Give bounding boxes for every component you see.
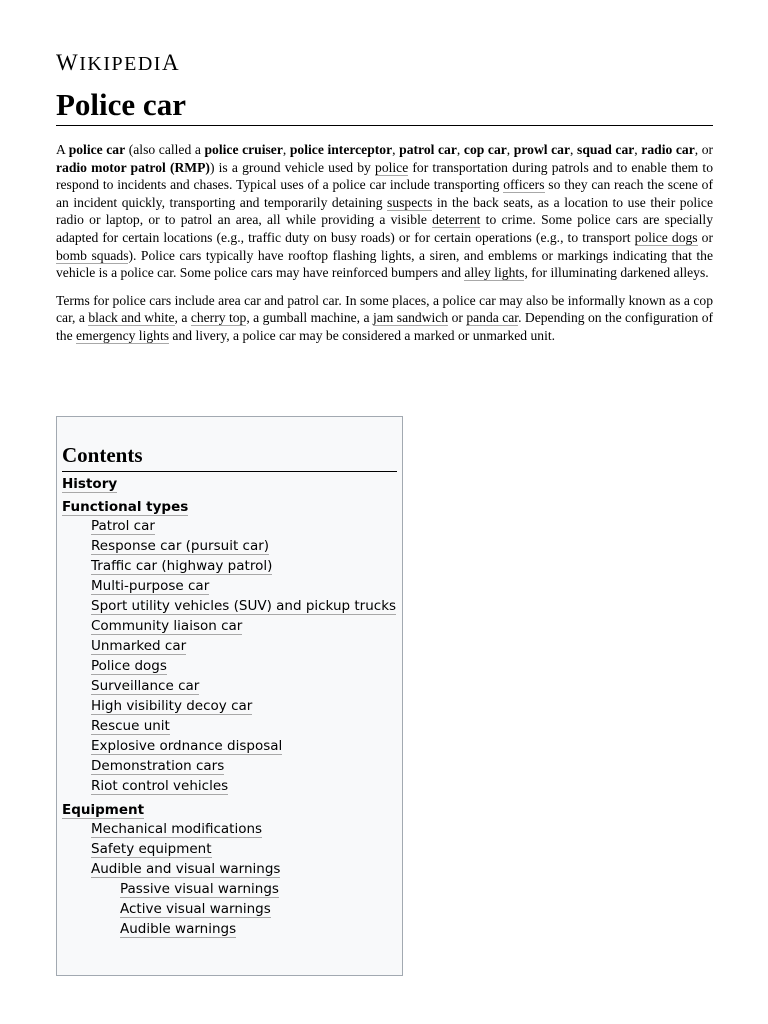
bold-term-patrol-car: patrol car <box>399 142 457 157</box>
toc-item-passive-visual-warnings[interactable] <box>62 879 397 899</box>
toc-item-surveillance-car[interactable] <box>62 676 397 696</box>
toc-item-label: Active visual warnings <box>120 901 271 917</box>
bold-term-police-car: police car <box>68 142 126 157</box>
toc-item-label: Community liaison car <box>91 618 243 634</box>
text-run: , a gumball machine, a <box>246 310 373 326</box>
toc-item-demonstration-cars[interactable] <box>62 756 397 776</box>
bold-term-prowl-car: prowl car <box>513 142 571 157</box>
toc-item-label: Response car (pursuit car) <box>91 538 270 554</box>
toc-item-label: Patrol car <box>91 518 155 534</box>
toc-item-label: Sport utility vehicles (SUV) and pickup trucks <box>91 598 397 614</box>
text-run: , or <box>694 142 714 157</box>
toc-item-label: Audible warnings <box>120 921 237 937</box>
link-police[interactable]: police <box>375 159 409 175</box>
toc-item-safety-equipment[interactable] <box>62 839 397 859</box>
text-run: (also called a <box>125 142 205 157</box>
link-suspects[interactable]: suspects <box>387 194 433 210</box>
toc-item-community-liaison-car[interactable] <box>62 616 397 636</box>
text-run: or <box>697 229 713 245</box>
toc-item-history[interactable] <box>62 476 397 493</box>
wordmark-final: A <box>161 50 181 75</box>
link-emergency-lights[interactable]: emergency lights <box>76 327 170 343</box>
intro-paragraph-1 <box>56 141 713 282</box>
text-run: , <box>570 142 578 157</box>
toc-item-label: Unmarked car <box>91 638 187 654</box>
toc-list <box>62 476 397 939</box>
toc-item-high-visibility-decoy-car[interactable] <box>62 696 397 716</box>
toc-item-mechanical-modifications[interactable] <box>62 819 397 839</box>
link-police-dogs[interactable]: police dogs <box>634 229 698 245</box>
link-deterrent[interactable]: deterrent <box>432 212 481 228</box>
bold-term-police-cruiser: police cruiser <box>204 142 283 157</box>
toc-item-label: Surveillance car <box>91 678 200 694</box>
text-run: to crime. Some police cars are specially adapted for certain locations (e.g., traffic duty on busy roads) or for certain operations (e.g., to transport <box>56 212 713 245</box>
toc-item-audible-and-visual-warnings[interactable] <box>62 859 397 879</box>
toc-item-label: Traffic car (highway patrol) <box>91 558 273 574</box>
toc-item-multi-purpose-car[interactable] <box>62 576 397 596</box>
toc-item-rescue-unit[interactable] <box>62 716 397 736</box>
toc-item-label: High visibility decoy car <box>91 698 253 714</box>
text-run: . Depending on the configuration of the <box>56 310 714 343</box>
table-of-contents <box>56 416 403 976</box>
toc-item-functional-types[interactable] <box>62 499 397 516</box>
toc-item-label: Functional types <box>62 499 189 515</box>
toc-item-label: Multi-purpose car <box>91 578 210 594</box>
toc-item-unmarked-car[interactable] <box>62 636 397 656</box>
text-run: so they can reach the scene of an incident quickly, transporting and temporarily detaining <box>56 177 714 210</box>
bold-term-squad-car: squad car <box>577 142 635 157</box>
text-run: ). Police cars typically have rooftop flashing lights, a siren, and emblems or markings indicating that the vehicle is a police car. Some police cars may have reinforced bumpers and <box>56 247 713 281</box>
page-title: Police car <box>56 86 713 126</box>
toc-item-label: Police dogs <box>91 658 167 674</box>
toc-item-label: Demonstration cars <box>91 758 225 774</box>
link-panda-car[interactable]: panda car <box>466 310 519 326</box>
link-black-and-white[interactable]: black and white <box>88 310 175 326</box>
text-run: , for illuminating darkened alleys. <box>524 265 709 281</box>
text-run: and livery, a police car may be considered a marked or unmarked unit. <box>169 327 556 343</box>
link-officers[interactable]: officers <box>503 177 545 193</box>
text-run: ) is a ground vehicle used by <box>209 159 376 175</box>
toc-item-active-visual-warnings[interactable] <box>62 899 397 919</box>
toc-title: Contents <box>62 441 397 472</box>
text-run: , a <box>174 310 191 326</box>
toc-item-traffic-car-highway-patrol[interactable] <box>62 556 397 576</box>
text-run: or <box>448 310 467 326</box>
text-run: , <box>634 142 642 157</box>
text-run: , <box>282 142 290 157</box>
toc-item-label: Safety equipment <box>91 841 212 857</box>
link-jam-sandwich[interactable]: jam sandwich <box>372 310 449 326</box>
toc-item-equipment[interactable] <box>62 802 397 819</box>
toc-item-explosive-ordnance-disposal[interactable] <box>62 736 397 756</box>
bold-term-radio-car: radio car <box>641 142 695 157</box>
bold-term-cop-car: cop car <box>463 142 507 157</box>
toc-item-label: Rescue unit <box>91 718 170 734</box>
toc-item-police-dogs[interactable] <box>62 656 397 676</box>
toc-item-label: History <box>62 476 118 492</box>
text-run: , <box>392 142 400 157</box>
text-run: , <box>456 142 464 157</box>
text-run: in the back seats, as a location to use their police radio or laptop, or to patrol an area, all while providing a visible <box>56 194 713 228</box>
wordmark-middle: IKIPEDI <box>79 53 162 75</box>
toc-item-label: Explosive ordnance disposal <box>91 738 283 754</box>
text-run: Terms for police cars include area car and patrol car. In some places, a police car may also be informally known as a cop car, a <box>56 292 713 326</box>
toc-item-label: Mechanical modifications <box>91 821 263 837</box>
text-run: A <box>56 142 69 157</box>
toc-item-label: Riot control vehicles <box>91 778 229 794</box>
toc-item-patrol-car[interactable] <box>62 516 397 536</box>
toc-item-sport-utility-vehicles-suv-and-pickup-trucks[interactable] <box>62 596 397 616</box>
wikipedia-wordmark[interactable] <box>56 50 180 76</box>
toc-item-label: Passive visual warnings <box>120 881 279 897</box>
toc-item-audible-warnings[interactable] <box>62 919 397 939</box>
toc-item-label: Audible and visual warnings <box>91 861 281 877</box>
toc-item-response-car-pursuit-car[interactable] <box>62 536 397 556</box>
intro-paragraph-2 <box>56 292 713 345</box>
toc-item-label: Equipment <box>62 802 145 818</box>
link-cherry-top[interactable]: cherry top <box>190 310 247 326</box>
text-run: for transportation during patrols and to enable them to respond to incidents and chases. Typical uses of a police car include transporting <box>56 159 713 193</box>
link-bomb-squads[interactable]: bomb squads <box>56 247 129 263</box>
bold-term-police-interceptor: police interceptor <box>289 142 393 157</box>
text-run: , <box>506 142 514 157</box>
article-body <box>56 141 713 355</box>
link-alley-lights[interactable]: alley lights <box>464 265 525 281</box>
toc-item-riot-control-vehicles[interactable] <box>62 776 397 796</box>
wordmark-initial: W <box>56 50 80 75</box>
bold-term-radio-motor-patrol-rmp: radio motor patrol (RMP) <box>56 159 210 175</box>
